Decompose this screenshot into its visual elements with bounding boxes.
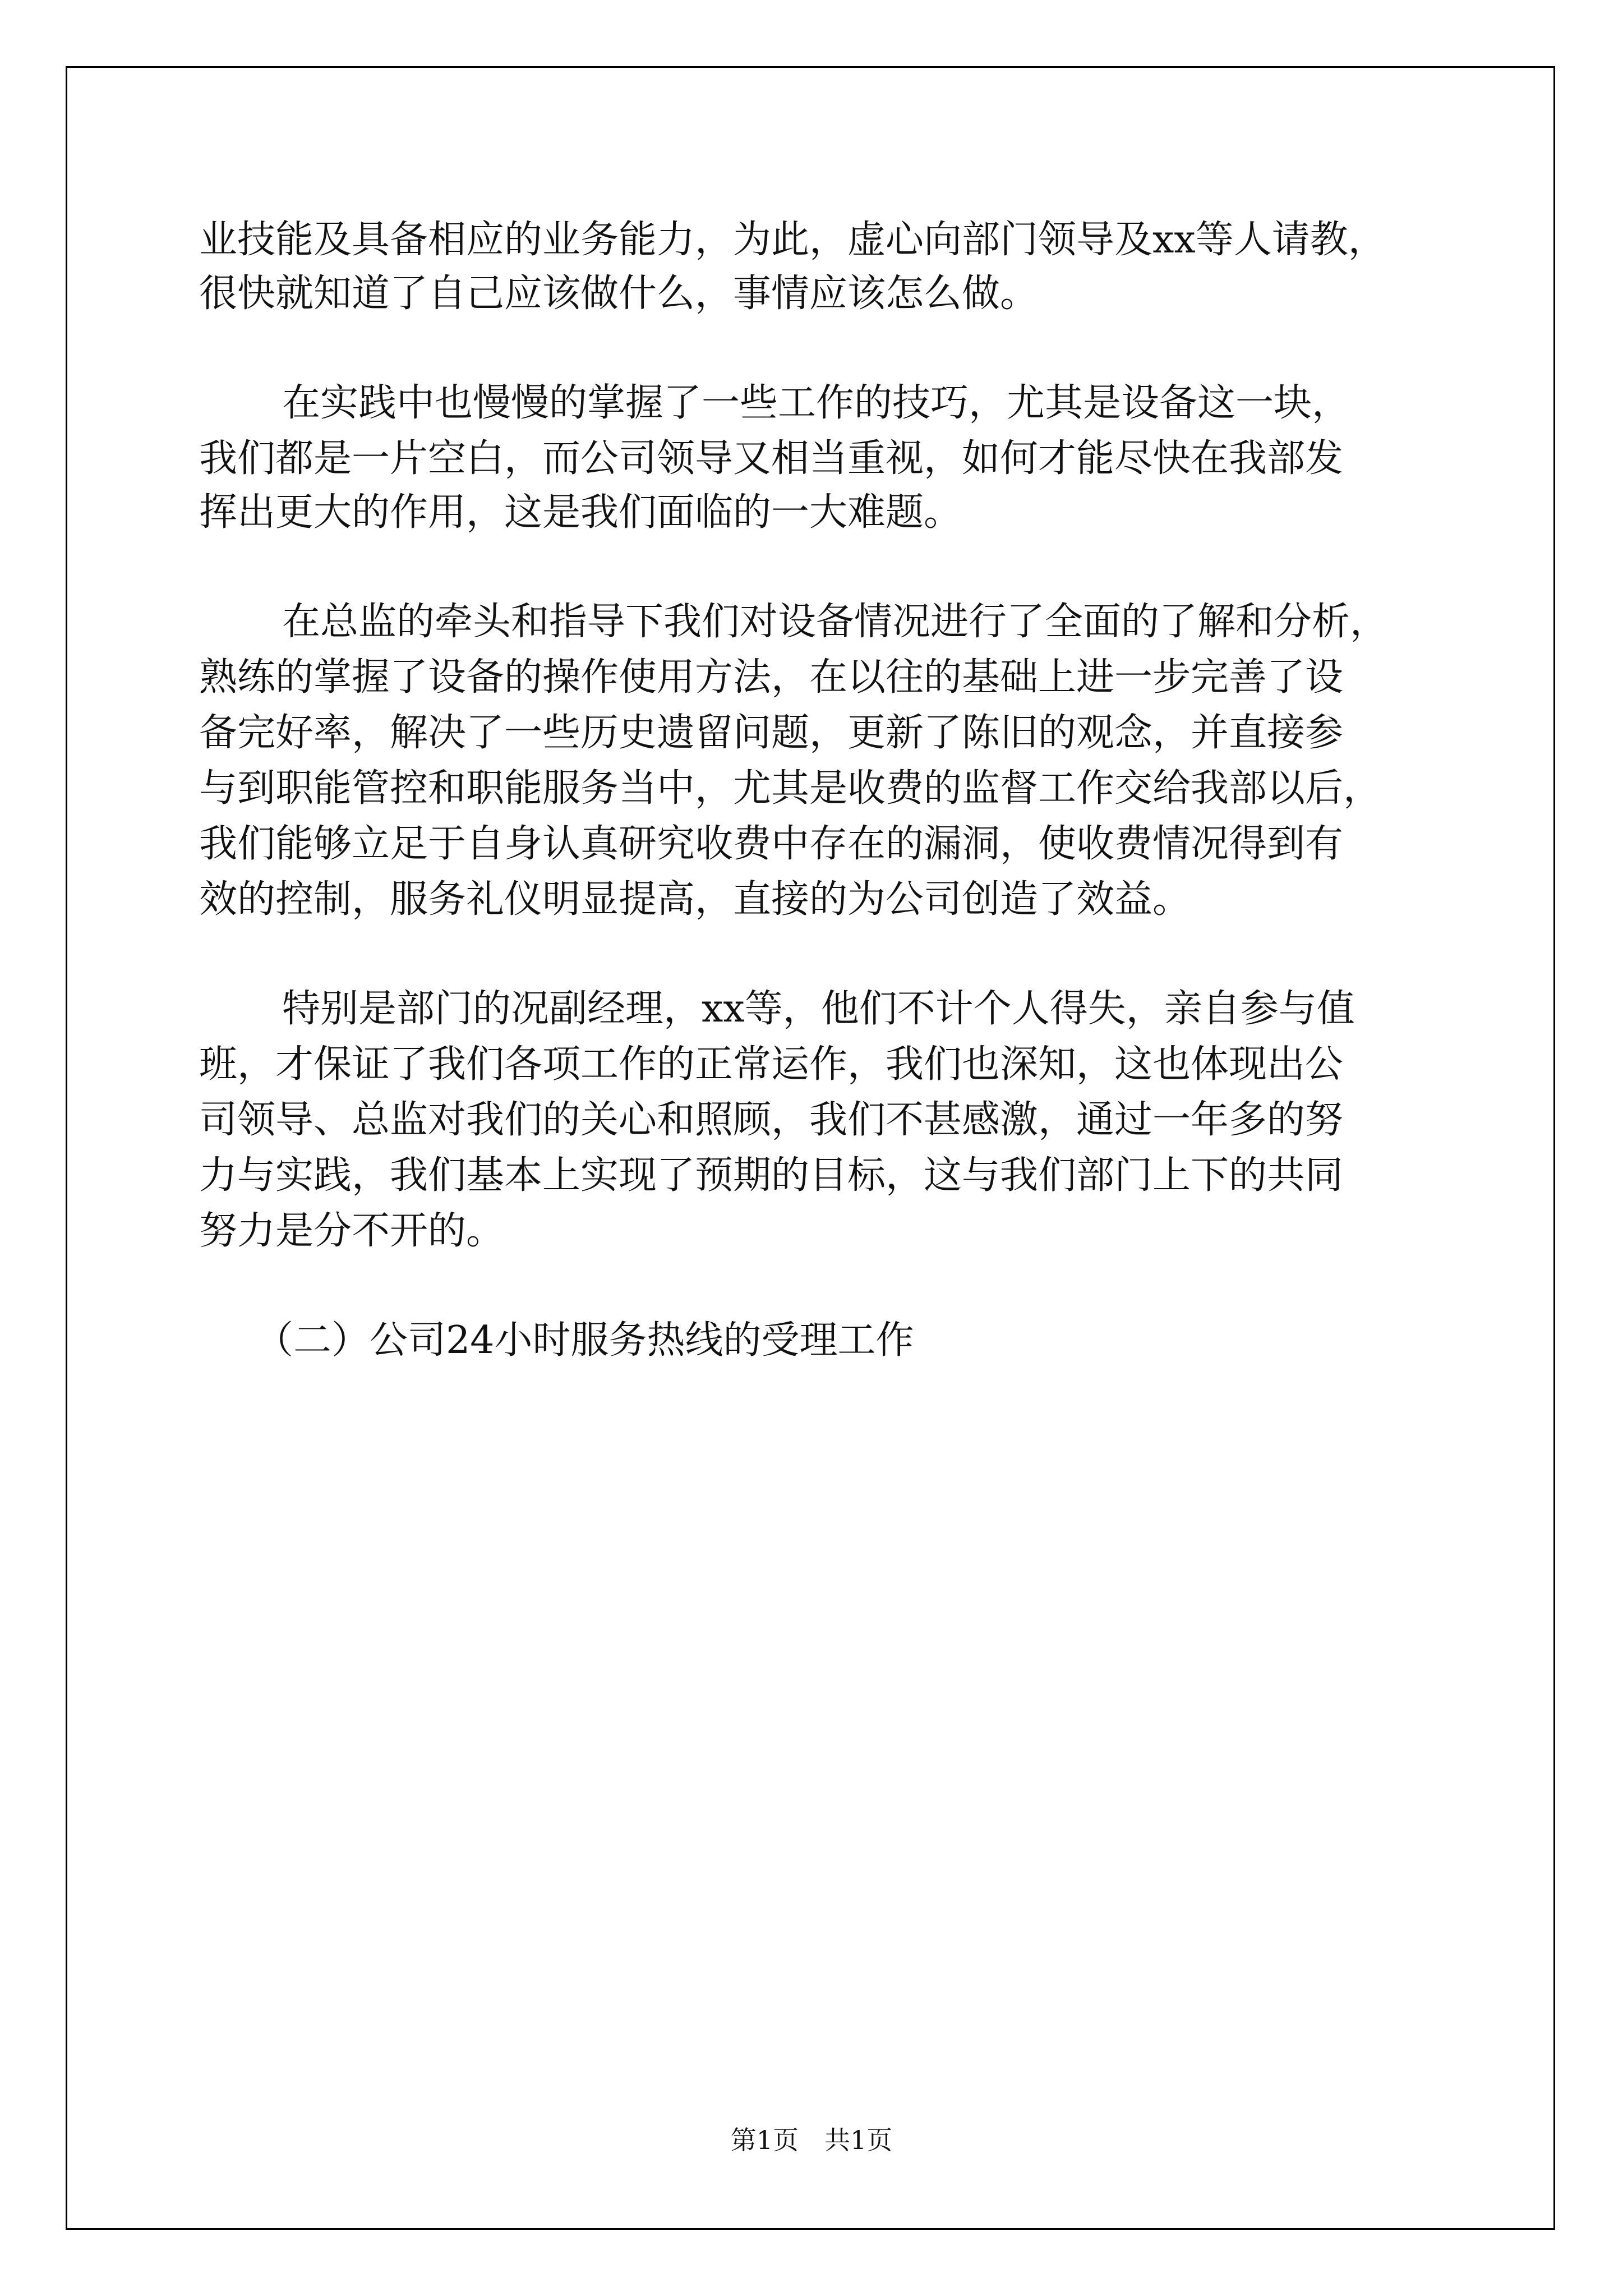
text-line: 在总监的牵头和指导下我们对设备情况进行了全面的了解和分析， xyxy=(282,600,1389,644)
paragraph-1 xyxy=(199,213,1424,321)
text-line: 挥出更大的作用，这是我们面临的一大难题。 xyxy=(199,490,962,535)
page-total: 共1页 xyxy=(824,2125,893,2155)
text-line: 备完好率，解决了一些历史遗留问题，更新了陈旧的观念，并直接参 xyxy=(199,711,1344,755)
text-line: 很快就知道了自己应该做什么，事情应该怎么做。 xyxy=(199,272,1039,316)
text-line: 我们能够立足于自身认真研究收费中存在的漏洞，使收费情况得到有 xyxy=(199,822,1344,866)
page-footer xyxy=(0,2123,1623,2157)
text-line: 效的控制，服务礼仪明显提高，直接的为公司创造了效益。 xyxy=(199,877,1191,922)
text-line: 班，才保证了我们各项工作的正常运作，我们也深知，这也体现出公 xyxy=(199,1042,1344,1087)
heading-text: （二）公司24小时服务热线的受理工作 xyxy=(255,1318,914,1363)
text-line: 我们都是一片空白，而公司领导又相当重视，如何才能尽快在我部发 xyxy=(199,436,1344,481)
text-line: 熟练的掌握了设备的操作使用方法，在以往的基础上进一步完善了设 xyxy=(199,655,1344,700)
text-line: 在实践中也慢慢的掌握了一些工作的技巧，尤其是设备这一块， xyxy=(282,381,1350,425)
text-line: 业技能及具备相应的业务能力，为此，虚心向部门领导及xx等人请教， xyxy=(199,218,1386,262)
paragraph-3 xyxy=(199,595,1424,927)
text-line: 司领导、总监对我们的关心和照顾，我们不甚感激，通过一年多的努 xyxy=(199,1098,1344,1142)
section-heading xyxy=(199,1314,1424,1368)
document-body xyxy=(199,213,1424,1368)
text-line: 特别是部门的况副经理，xx等，他们不计个人得失，亲自参与值 xyxy=(282,987,1355,1031)
text-line: 与到职能管控和职能服务当中，尤其是收费的监督工作交给我部以后， xyxy=(199,766,1382,811)
paragraph-2 xyxy=(199,376,1424,540)
text-line: 努力是分不开的。 xyxy=(199,1209,505,1253)
paragraph-4 xyxy=(199,982,1424,1258)
text-line: 力与实践，我们基本上实现了预期的目标，这与我们部门上下的共同 xyxy=(199,1153,1344,1198)
page-number: 第1页 xyxy=(730,2125,799,2155)
